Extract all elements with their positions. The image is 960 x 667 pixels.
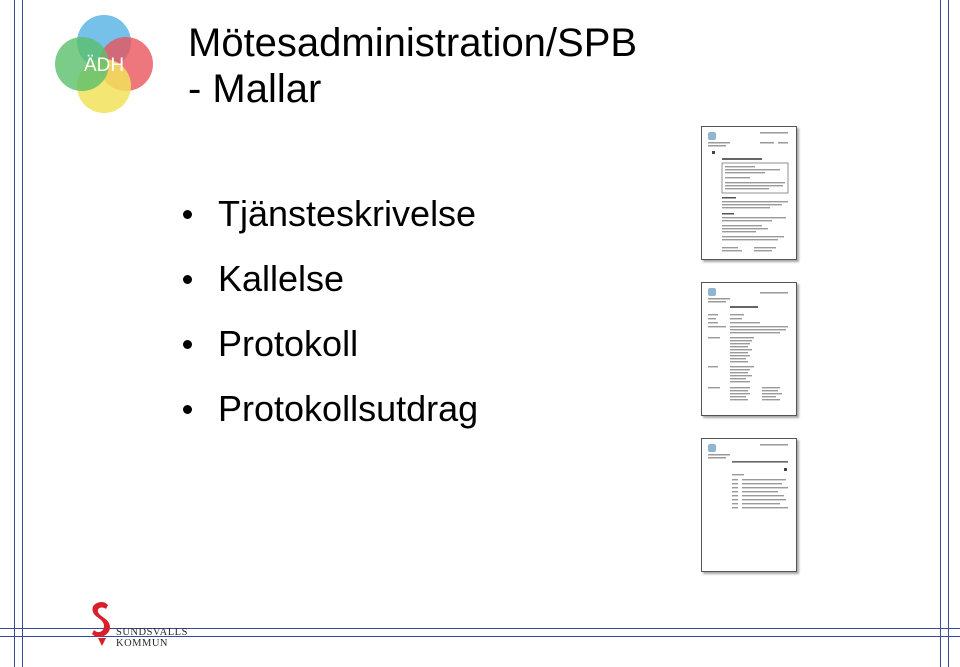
list-item-tjansteskrivelse: Tjänsteskrivelse xyxy=(180,186,478,251)
crest-icon xyxy=(92,602,110,637)
footer-org-line-1: SUNDSVALLS xyxy=(116,627,188,638)
list-item-protokollsutdrag: Protokollsutdrag xyxy=(180,381,478,446)
right-border-line-2 xyxy=(948,0,949,667)
slide-title xyxy=(188,20,637,112)
left-border-line-2 xyxy=(22,0,23,667)
thumbnail-protokoll xyxy=(701,438,797,572)
thumbnail-kallelse xyxy=(701,282,797,416)
logo-text: ÄDH xyxy=(83,55,125,76)
slide-title-line-1: Mötesadministration/SPB xyxy=(188,21,638,65)
slide-title-line-2: - Mallar xyxy=(188,67,322,111)
footer-org-line-2: KOMMUN xyxy=(116,638,169,649)
list-item-kallelse: Kallelse xyxy=(180,251,478,316)
list-item-protokoll: Protokoll xyxy=(180,316,478,381)
thumbnail-tjansteskrivelse xyxy=(701,126,797,260)
template-list xyxy=(180,186,478,446)
adh-logo xyxy=(52,12,156,116)
left-border-line-1 xyxy=(14,0,15,667)
right-border-line-1 xyxy=(940,0,941,667)
